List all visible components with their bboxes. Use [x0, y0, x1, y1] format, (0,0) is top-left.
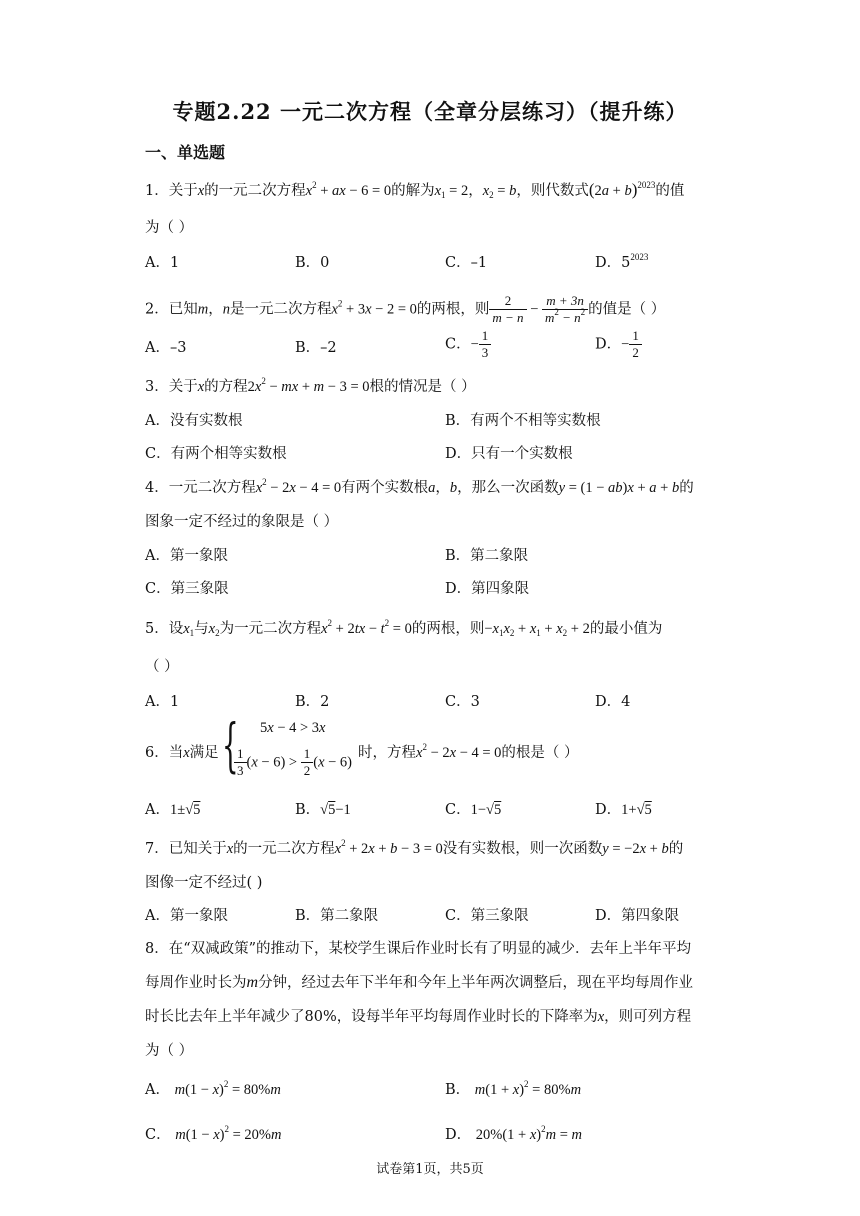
inequality-system — [222, 711, 362, 782]
inequality-1: 5x − 4 > 3x — [260, 720, 326, 736]
section-heading: 一、单选题 — [145, 143, 226, 162]
q2-option-b[interactable]: B．–2 — [295, 340, 337, 356]
question-8-line-1: 8．在“双减政策”的推动下，某校学生课后作业时长有了明显的减少．去年上半年平均 — [145, 941, 692, 957]
q1-option-a[interactable]: A．1 — [145, 255, 180, 271]
document-title: 专题2.22 一元二次方程（全章分层练习）（提升练） — [172, 99, 688, 124]
q3-option-b[interactable]: B．有两个不相等实数根 — [445, 413, 601, 429]
q7-option-d[interactable]: D．第四象限 — [595, 908, 680, 924]
q2-option-c[interactable]: C．− $\frac{1}{3}$ — [445, 328, 491, 361]
q5-option-a[interactable]: A．1 — [145, 694, 180, 710]
q1-option-d[interactable]: D．$5^{2023}$ — [595, 252, 649, 271]
question-4-stem: 4．一元二次方程$x^2 - 2x - 4 = 0$有两个实数根a，b，那么一次函数y = (1 − ab)x + a + b的 — [145, 477, 694, 496]
question-4-stem-cont: 图象一定不经过的象限是（ ） — [145, 514, 339, 530]
q8-option-d[interactable]: D． $20\%(1 + x)^2m = m$ — [445, 1124, 583, 1143]
brace-symbol: { — [222, 711, 239, 779]
q4-option-a[interactable]: A．第一象限 — [145, 548, 228, 564]
q7-option-a[interactable]: A．第一象限 — [145, 908, 228, 924]
question-7-stem: 7．已知关于x的一元二次方程$x^2 + 2x + b - 3 = 0$没有实数根，则一次函数y = −2x + b的 — [145, 838, 684, 857]
q6-option-b[interactable]: B．√5−1 — [295, 802, 351, 818]
question-5-stem: 5．设$x_1$与$x_2$为一元二次方程$x^2 + 2tx - t^2 = 0$的两根，则$-x_1x_2 + x_1 + x_2 + 2$的最小值为 — [145, 618, 663, 638]
q5-option-c[interactable]: C．3 — [445, 694, 480, 710]
q2-option-d[interactable]: D．− $\frac{1}{2}$ — [595, 328, 642, 361]
q5-option-d[interactable]: D．4 — [595, 694, 631, 710]
q8-option-b[interactable]: B． $m(1 + x)^2 = 80\%m$ — [445, 1079, 582, 1098]
q4-option-b[interactable]: B．第二象限 — [445, 548, 529, 564]
q4-option-c[interactable]: C．第三象限 — [145, 581, 229, 597]
question-8-line-2: 每周作业时长为m分钟，经过去年下半年和今年上半年两次调整后，现在平均每周作业 — [145, 974, 694, 991]
q3-option-a[interactable]: A．没有实数根 — [145, 413, 243, 429]
question-1-stem: 1．关于x的一元二次方程$x^2$ + ax − 6 = 0的解为$x_1 = 2$，$x_2 = b$，则代数式$(2a + b)^{2023}$的值 — [145, 180, 685, 200]
question-6-stem-a: 6．当x满足 — [145, 745, 219, 761]
q3-option-d[interactable]: D．只有一个实数根 — [445, 446, 573, 462]
page-footer: 试卷第1页，共5页 — [376, 1162, 484, 1177]
q6-option-a[interactable]: A．1±√5 — [145, 802, 201, 818]
question-1-stem-cont: 为（ ） — [145, 220, 194, 236]
question-8-line-4: 为（ ） — [145, 1043, 194, 1059]
q6-option-d[interactable]: D．1+√5 — [595, 802, 652, 818]
q5-option-b[interactable]: B．2 — [295, 694, 330, 710]
question-5-stem-cont: （ ） — [145, 659, 179, 675]
q1-option-b[interactable]: B．0 — [295, 255, 330, 271]
q4-option-d[interactable]: D．第四象限 — [445, 581, 530, 597]
q6-option-c[interactable]: C．1−√5 — [445, 802, 502, 818]
q7-option-c[interactable]: C．第三象限 — [445, 908, 529, 924]
q3-option-c[interactable]: C．有两个相等实数根 — [145, 446, 287, 462]
q1-option-c[interactable]: C．–1 — [445, 255, 488, 271]
q8-option-c[interactable]: C． $m(1 - x)^2 = 20\%m$ — [145, 1124, 282, 1143]
q8-option-a[interactable]: A． $m(1 - x)^2 = 80\%m$ — [145, 1079, 281, 1098]
question-6-stem-b: 时，方程$x^2 - 2x - 4 = 0$的根是（ ） — [358, 742, 579, 761]
q7-option-b[interactable]: B．第二象限 — [295, 908, 379, 924]
question-3-stem: 3．关于x的方程$2x^2$ − mx + m − 3 = 0根的情况是（ ） — [145, 376, 476, 395]
inequality-2: $\frac{1}{3}$ (x − 6) > $\frac{1}{2}$ (x − 6) — [234, 746, 352, 779]
q2-option-a[interactable]: A．–3 — [145, 340, 187, 356]
question-7-stem-cont: 图像一定不经过( ) — [145, 875, 263, 891]
question-2-stem: 2．已知m，n是一元二次方程$x^2 + 3x - 2 = 0$的两根，则 $\frac{2}{m - n}$ − $\frac{m + 3n}{m^2 - n^2}$ 的值是（ ） — [145, 293, 666, 325]
question-8-line-3: 时长比去年上半年减少了80%，设每半年平均每周作业时长的下降率为x，则可列方程 — [145, 1009, 692, 1025]
